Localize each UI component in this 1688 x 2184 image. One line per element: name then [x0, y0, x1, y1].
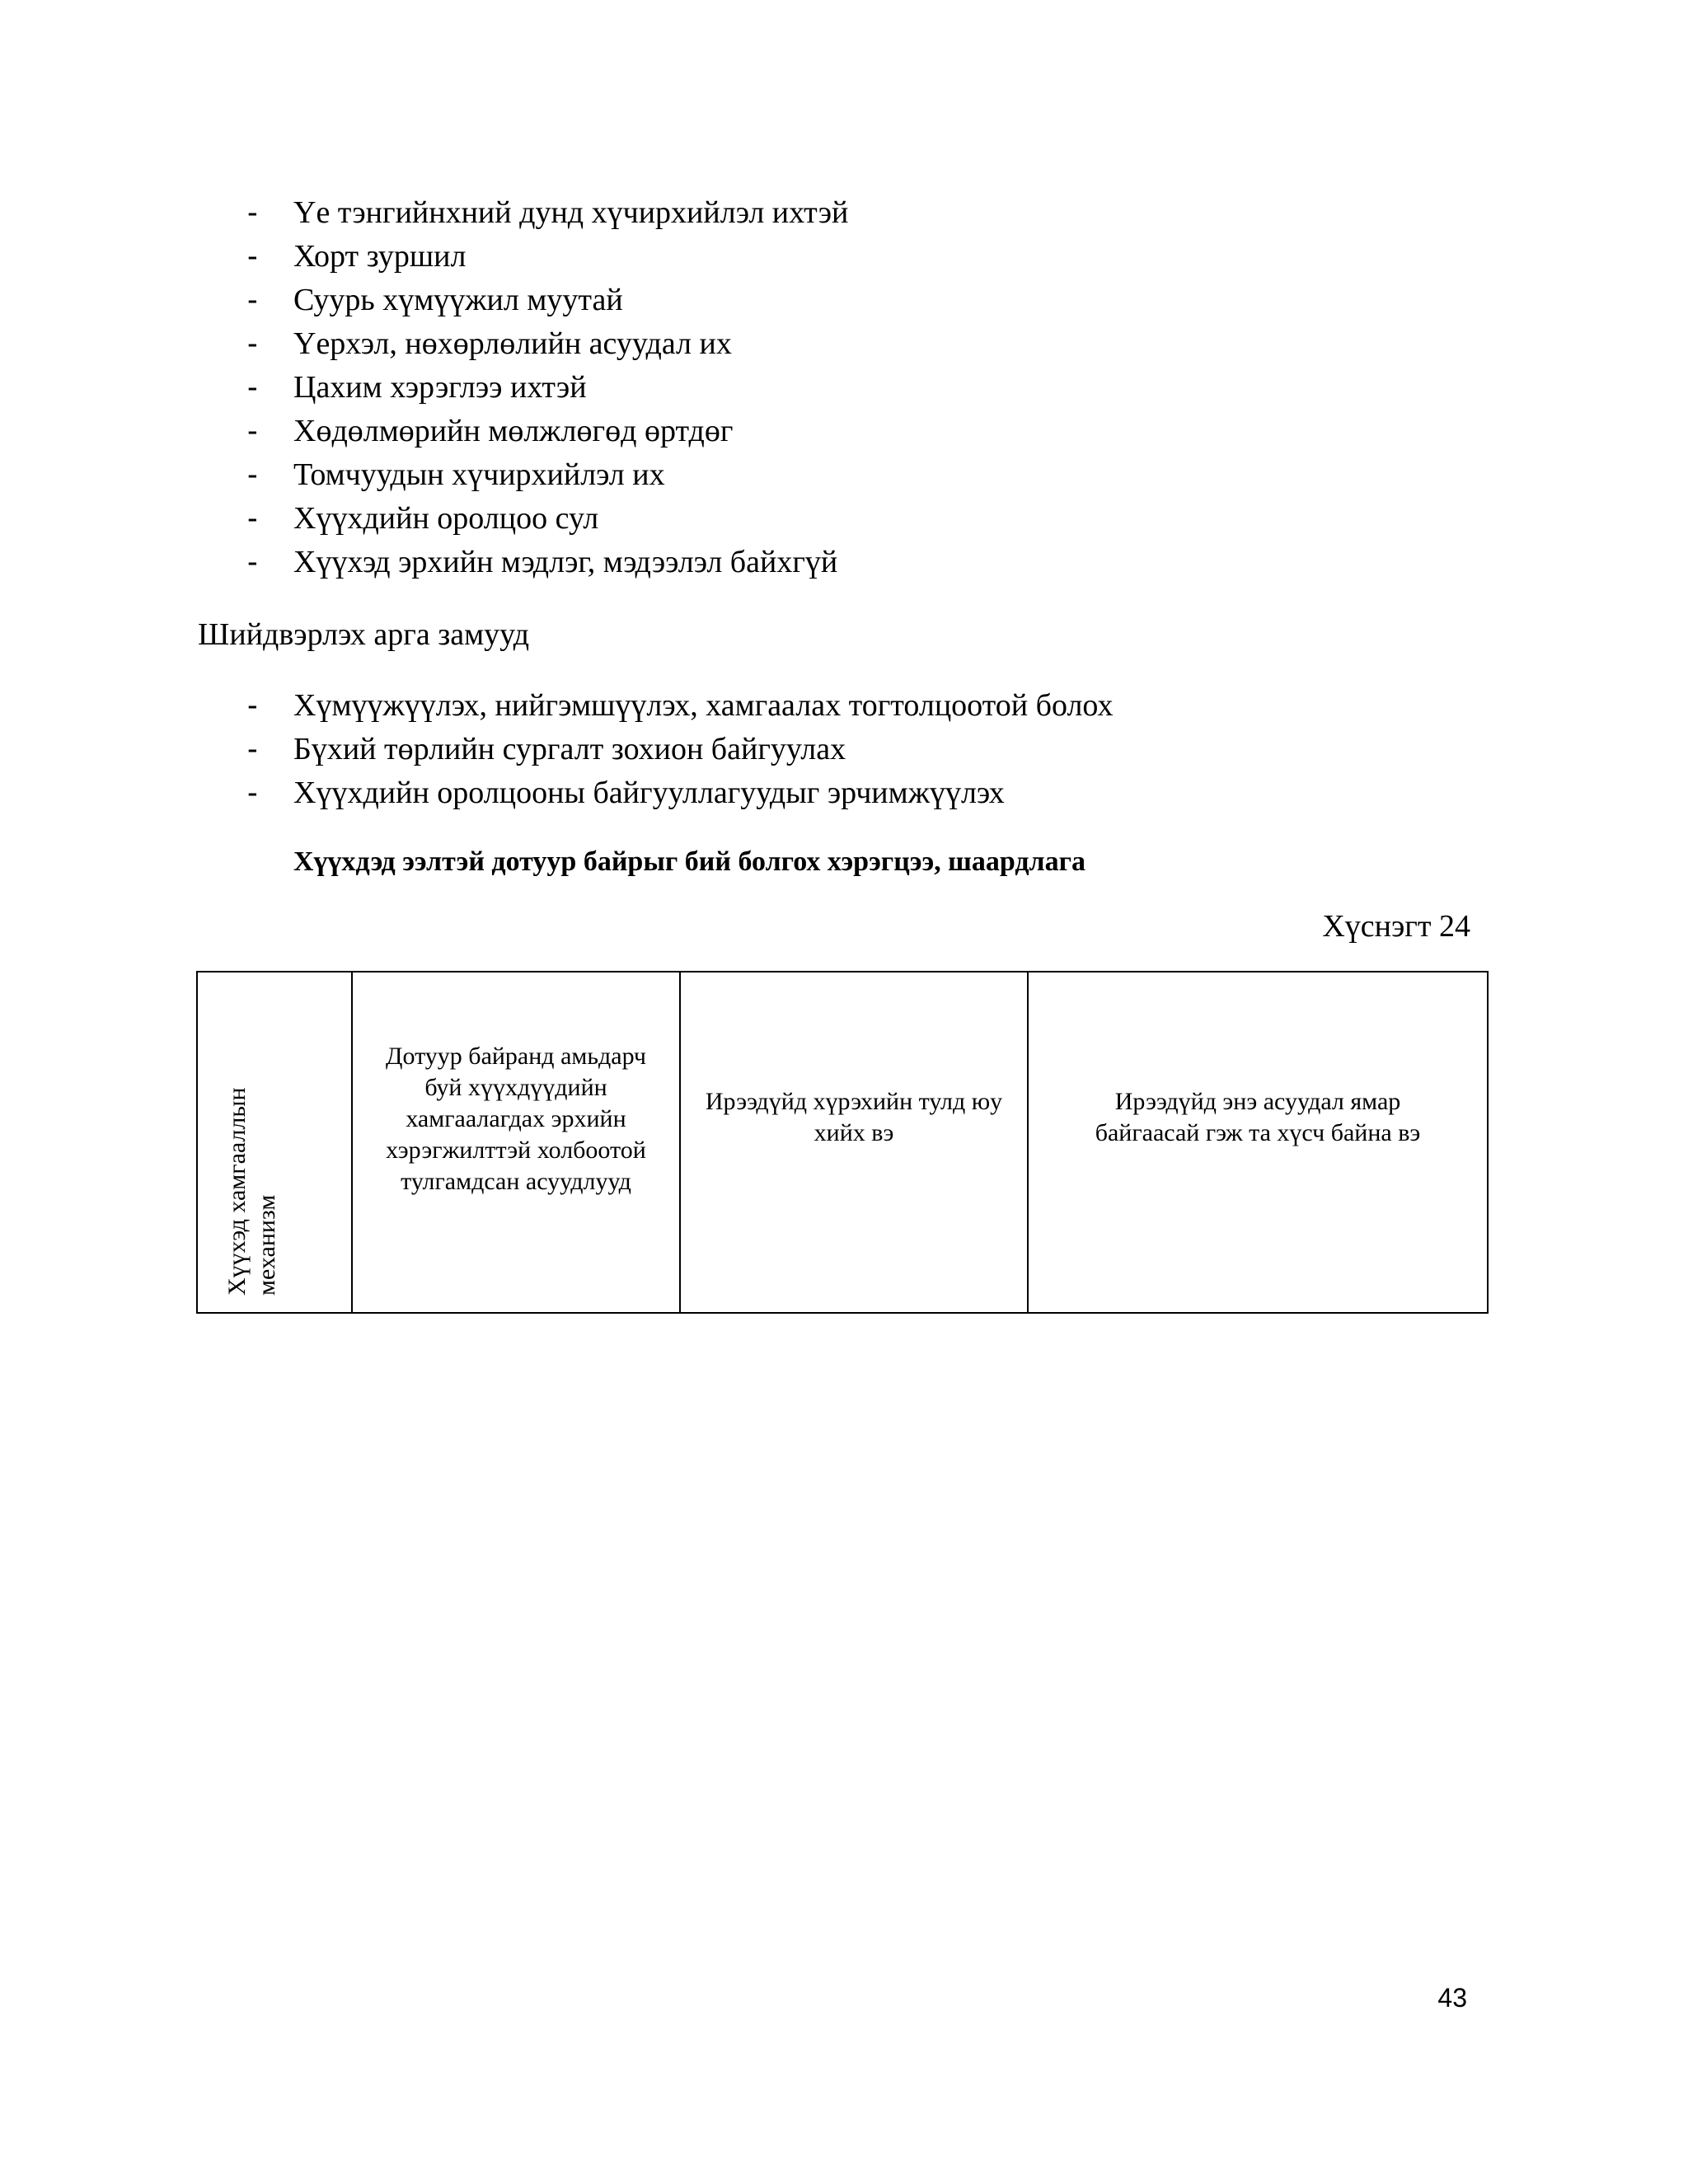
- bullet-dash: -: [247, 501, 258, 536]
- bullet-dash: -: [247, 776, 258, 810]
- solutions-heading: Шийдвэрлэх арга замууд: [198, 617, 530, 652]
- bullet-dash: -: [247, 414, 258, 448]
- bullet-dash: -: [247, 370, 258, 405]
- header-mechanism: Хүүхэд хамгааллын механизм: [223, 1087, 280, 1296]
- bullet-dash: -: [247, 545, 258, 579]
- list-item: - Үе тэнгийнхний дунд хүчирхийлэл ихтэй: [239, 191, 848, 235]
- problem-list: [239, 191, 848, 584]
- bullet-dash: -: [247, 457, 258, 492]
- table-header-cell: [352, 972, 680, 1313]
- table-title: Хүүхдэд ээлтэй дотуур байрыг бий болгох хэрэгцээ, шаардлага: [293, 846, 1086, 877]
- requirements-table: [196, 971, 1489, 1314]
- bullet-dash: -: [247, 283, 258, 317]
- table-header-cell: [680, 972, 1028, 1313]
- bullet-dash: -: [247, 688, 258, 723]
- page-number: 43: [1437, 1983, 1467, 2013]
- bullet-dash: -: [247, 239, 258, 274]
- list-item: - Хүүхдийн оролцооны байгууллагуудыг эрчимжүүлэх: [239, 771, 1113, 815]
- table-number: Хүснэгт 24: [1322, 909, 1470, 944]
- list-item: - Хүүхэд эрхийн мэдлэг, мэдээлэл байхгүй: [239, 541, 848, 584]
- list-item: - Суурь хүмүүжил муутай: [239, 279, 848, 322]
- list-item: - Хүүхдийн оролцоо сул: [239, 497, 848, 541]
- solutions-list: [239, 684, 1113, 815]
- list-item: - Үерхэл, нөхөрлөлийн асуудал их: [239, 322, 848, 366]
- bullet-dash: -: [247, 326, 258, 361]
- header-wish: Ирээдүйд энэ асуудал ямар байгаасай гэж та хүсч байна вэ: [1095, 1088, 1421, 1146]
- list-item: - Томчуудын хүчирхийлэл их: [239, 453, 848, 497]
- list-item: - Бүхий төрлийн сургалт зохион байгуулах: [239, 728, 1113, 771]
- list-item: - Хөдөлмөрийн мөлжлөгөд өртдөг: [239, 410, 848, 453]
- bullet-dash: -: [247, 732, 258, 766]
- list-item: - Хүмүүжүүлэх, нийгэмшүүлэх, хамгаалах тогтолцоотой болох: [239, 684, 1113, 728]
- header-problems: Дотуур байранд амьдарч буй хүүхдүүдийн хамгаалагдах эрхийн хэрэгжилттэй холбоотой тулгамдсан асуудлууд: [386, 1043, 646, 1195]
- table-header-cell: [1028, 972, 1488, 1313]
- table-header-cell: [197, 972, 352, 1313]
- list-item: - Хорт зуршил: [239, 235, 848, 279]
- bullet-dash: -: [247, 195, 258, 230]
- table-header-row: [197, 972, 1488, 1313]
- list-item: - Цахим хэрэглээ ихтэй: [239, 366, 848, 410]
- header-what-to-do: Ирээдүйд хүрэхийн тулд юу хийх вэ: [705, 1088, 1003, 1146]
